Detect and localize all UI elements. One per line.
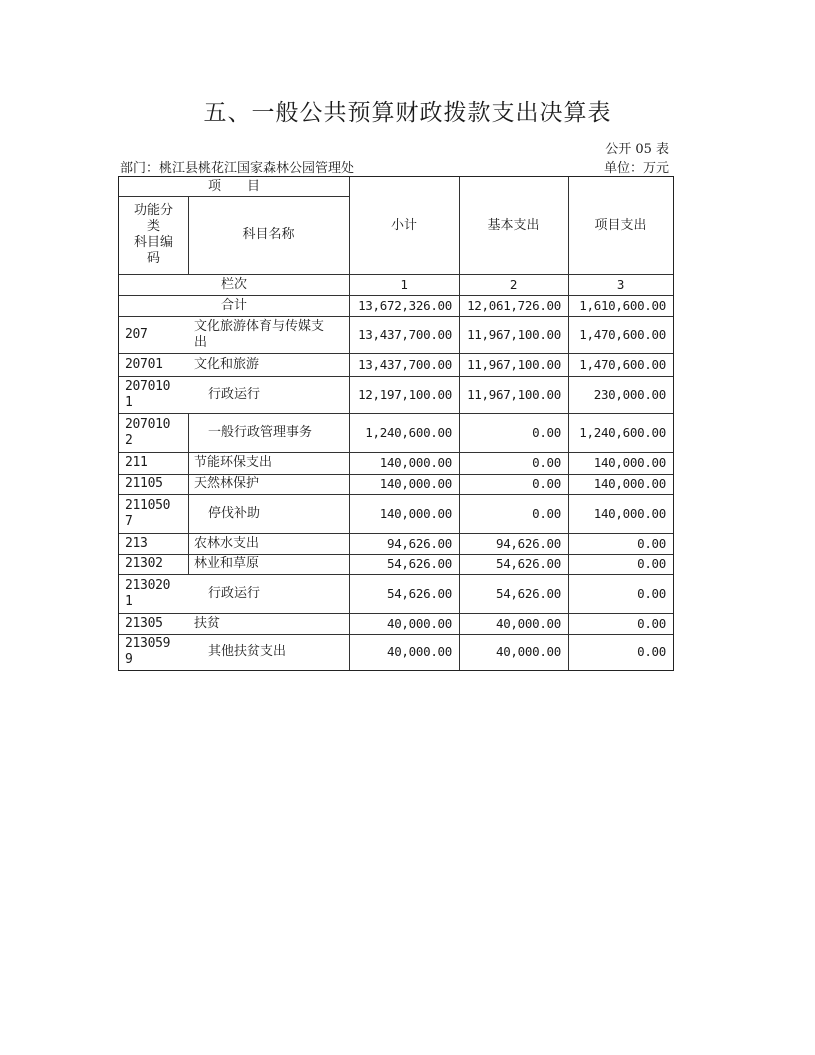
row-value: 54,626.00 [495, 556, 561, 571]
row-value: 140,000.00 [379, 476, 452, 491]
row-name-line: 停伐补助 [208, 505, 261, 521]
header-item: 项 目 [207, 178, 260, 194]
row-code [119, 452, 188, 474]
row-value: 1,240,600.00 [579, 424, 666, 440]
row-code-line: 211050 [125, 497, 171, 513]
unit-label: 单位：万元 [603, 161, 669, 176]
row-code [119, 474, 188, 494]
column-index: 1 [400, 276, 408, 292]
row-value: 140,000.00 [379, 505, 452, 521]
row-name-line: 天然林保护 [194, 476, 260, 491]
row-name-line: 行政运行 [208, 585, 261, 601]
row-name-line: 林业和草原 [194, 556, 260, 571]
row-name [190, 613, 349, 634]
row-code [119, 574, 188, 613]
row-name [190, 376, 349, 413]
row-value: 13,437,700.00 [358, 326, 452, 342]
header-basic: 基本支出 [487, 217, 540, 233]
row-name [190, 474, 349, 494]
expenditure-table [118, 176, 674, 671]
total-value: 12,061,726.00 [467, 297, 561, 313]
row-value: 11,967,100.00 [467, 356, 561, 372]
table-rule [459, 177, 460, 670]
row-value: 0.00 [637, 556, 666, 571]
row-value: 40,000.00 [495, 644, 561, 659]
row-value: 40,000.00 [386, 615, 452, 631]
row-code-line: 1 [125, 394, 133, 410]
row-code-line: 7 [125, 513, 133, 529]
header-code-line: 类 [146, 219, 160, 234]
row-name-line: 节能环保支出 [194, 455, 273, 470]
row-name-line: 一般行政管理事务 [208, 424, 313, 440]
total-value: 13,672,326.00 [358, 297, 452, 313]
row-name [190, 554, 349, 574]
row-code-line: 20701 [125, 356, 163, 372]
row-name-line: 文化和旅游 [194, 356, 260, 372]
row-code-line: 207010 [125, 378, 171, 394]
row-value: 40,000.00 [495, 615, 561, 631]
table-rule [349, 177, 350, 670]
row-value: 0.00 [637, 585, 666, 601]
row-name-line: 行政运行 [208, 386, 261, 402]
row-code [119, 634, 188, 670]
column-index-label: 栏次 [220, 276, 247, 292]
column-index: 3 [616, 276, 625, 292]
row-code-line: 213059 [125, 636, 171, 651]
header-code-line: 码 [146, 251, 160, 266]
column-index: 2 [509, 276, 518, 292]
header-subtotal: 小计 [390, 217, 417, 233]
row-code-line: 1 [125, 593, 133, 609]
row-code-line: 21305 [125, 615, 163, 631]
row-code-line: 211 [125, 455, 148, 470]
row-value: 0.00 [532, 424, 561, 440]
row-value: 140,000.00 [593, 505, 666, 521]
row-name-line: 扶贫 [194, 615, 221, 631]
row-code [119, 554, 188, 574]
header-name: 科目名称 [242, 227, 295, 242]
row-value: 140,000.00 [593, 476, 666, 491]
row-name [190, 413, 349, 452]
row-name-line: 其他扶贫支出 [208, 644, 287, 659]
row-code [119, 533, 188, 554]
row-name [190, 634, 349, 670]
row-value: 40,000.00 [386, 644, 452, 659]
row-value: 140,000.00 [379, 455, 452, 470]
table-rule [188, 413, 189, 452]
row-name [190, 533, 349, 554]
row-code [119, 376, 188, 413]
row-code-line: 21105 [125, 476, 163, 491]
row-value: 94,626.00 [495, 535, 561, 551]
total-value: 1,610,600.00 [579, 297, 666, 313]
row-value: 11,967,100.00 [467, 326, 561, 342]
row-code-line: 213020 [125, 577, 171, 593]
department-label: 部门：桃江县桃花江国家森林公园管理处 [120, 161, 355, 176]
row-name [190, 494, 349, 533]
row-name [190, 353, 349, 376]
row-value: 94,626.00 [386, 535, 452, 551]
row-code [119, 613, 188, 634]
form-number: 公开 05 表 [605, 142, 669, 157]
row-code-line: 21302 [125, 556, 163, 571]
row-value: 1,470,600.00 [579, 356, 666, 372]
total-label: 合计 [220, 297, 247, 313]
row-value: 12,197,100.00 [358, 386, 452, 402]
table-rule [188, 452, 189, 474]
row-code-line: 9 [125, 652, 133, 667]
row-code-line: 2 [125, 432, 133, 448]
row-value: 11,967,100.00 [467, 386, 561, 402]
row-code [119, 413, 188, 452]
row-code-line: 207010 [125, 416, 171, 432]
row-name-line: 出 [194, 334, 208, 350]
row-name [190, 316, 349, 353]
row-name [190, 574, 349, 613]
row-value: 1,240,600.00 [365, 424, 452, 440]
row-code [119, 316, 188, 353]
row-code [119, 494, 188, 533]
row-name-line: 文化旅游体育与传媒支 [194, 318, 325, 334]
table-rule [188, 494, 189, 533]
row-code-line: 207 [125, 326, 148, 342]
row-value: 54,626.00 [386, 556, 452, 571]
row-value: 13,437,700.00 [358, 356, 452, 372]
row-name-line: 农林水支出 [194, 535, 260, 551]
row-code-line: 213 [125, 535, 148, 551]
row-value: 0.00 [532, 505, 561, 521]
table-rule [188, 474, 189, 494]
header-project: 项目支出 [594, 217, 647, 233]
row-value: 0.00 [637, 615, 666, 631]
row-value: 0.00 [637, 535, 666, 551]
table-rule [188, 533, 189, 554]
row-value: 0.00 [532, 455, 561, 470]
row-value: 140,000.00 [593, 455, 666, 470]
header-code-line: 科目编 [133, 235, 173, 250]
row-value: 0.00 [637, 644, 666, 659]
table-rule [188, 554, 189, 574]
row-value: 230,000.00 [593, 386, 666, 402]
page-title: 五、一般公共预算财政拨款支出决算表 [203, 100, 612, 126]
row-value: 54,626.00 [495, 585, 561, 601]
header-code [119, 196, 188, 274]
row-value: 1,470,600.00 [579, 326, 666, 342]
table-rule [568, 177, 569, 670]
row-code [119, 353, 188, 376]
row-value: 0.00 [532, 476, 561, 491]
row-value: 54,626.00 [386, 585, 452, 601]
header-code-line: 功能分 [133, 203, 173, 218]
row-name [190, 452, 349, 474]
